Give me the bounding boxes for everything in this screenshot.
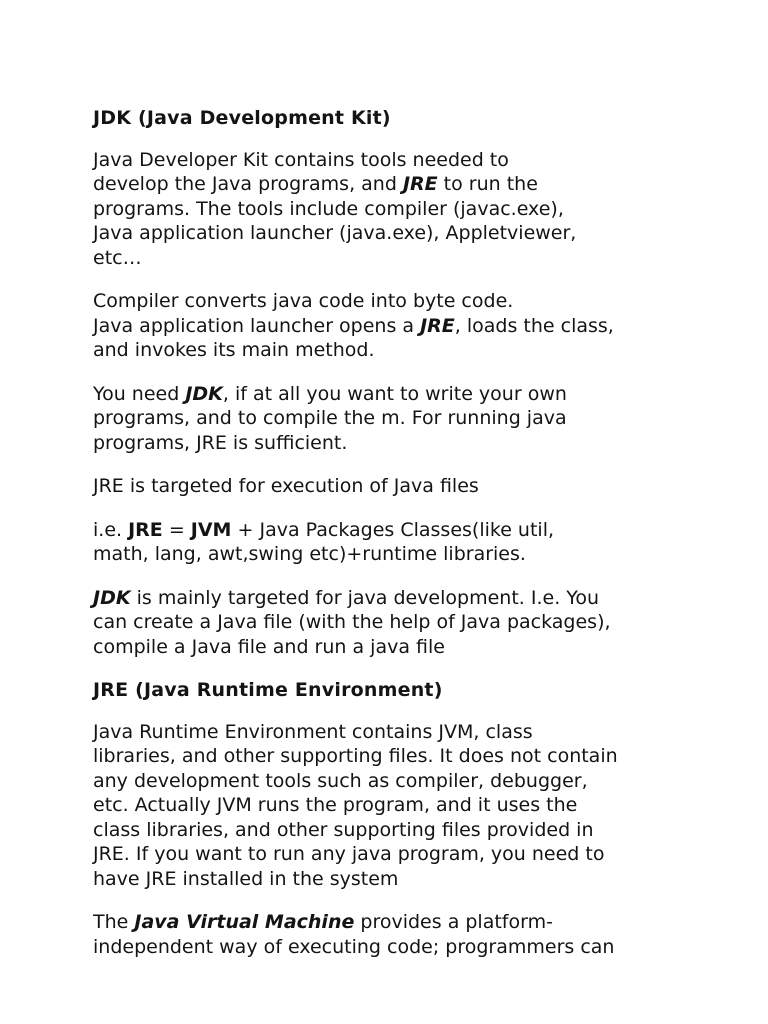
text-line: libraries, and other supporting files. It does not contain <box>93 745 618 767</box>
emphasis-jvm: JVM <box>190 518 232 541</box>
text-line: can create a Java file (with the help of Java packages), <box>93 611 611 633</box>
emphasis-jvm: Java Virtual Machine <box>134 911 355 933</box>
paragraph-jdk-target <box>93 586 683 660</box>
text-line: compile a Java file and run a java file <box>93 635 445 658</box>
paragraph-need-jdk <box>93 382 683 456</box>
text-line: Java application launcher (java.exe), Appletviewer, <box>93 222 577 244</box>
text-line: independent way of executing code; programmers can <box>93 935 615 958</box>
emphasis-jre: JRE <box>402 173 438 195</box>
emphasis-jdk: JDK <box>93 586 131 609</box>
text-line: develop the Java programs, and JRE to run the <box>93 173 538 195</box>
text-line: etc… <box>93 246 142 269</box>
paragraph-jdk-intro <box>93 148 683 271</box>
emphasis-jre: JRE <box>128 518 163 541</box>
heading-jdk: JDK (Java Development Kit) <box>93 107 391 129</box>
text-line: programs, JRE is sufficient. <box>93 431 348 454</box>
text-line: Compiler converts java code into byte code. <box>93 290 514 312</box>
document-page <box>93 106 683 978</box>
emphasis-jdk: JDK <box>185 382 223 405</box>
paragraph-compiler <box>93 289 683 363</box>
text-line: JRE. If you want to run any java program, you need to <box>93 843 605 865</box>
text-line: have JRE installed in the system <box>93 867 399 890</box>
paragraph-jvm <box>93 910 683 959</box>
text-line: programs, and to compile the m. For running java <box>93 407 567 429</box>
text-line: math, lang, awt,swing etc)+runtime libraries. <box>93 543 526 565</box>
text-line: The Java Virtual Machine provides a platform- <box>93 911 553 933</box>
text-line: programs. The tools include compiler (javac.exe), <box>93 197 564 220</box>
emphasis-jre: JRE <box>420 314 455 337</box>
text-line: i.e. JRE = JVM + Java Packages Classes(like util, <box>93 518 555 541</box>
text-line: etc. Actually JVM runs the program, and it uses the <box>93 794 578 816</box>
paragraph-jre-equation <box>93 518 683 567</box>
text-line: Java Runtime Environment contains JVM, class <box>93 720 533 743</box>
heading-jre: JRE (Java Runtime Environment) <box>93 679 443 701</box>
text-line: JRE is targeted for execution of Java files <box>93 475 479 497</box>
text-line: and invokes its main method. <box>93 339 375 361</box>
paragraph-jre-target <box>93 474 683 499</box>
text-line: class libraries, and other supporting files provided in <box>93 818 594 841</box>
text-line: any development tools such as compiler, debugger, <box>93 769 588 792</box>
text-line: JDK is mainly targeted for java development. I.e. You <box>93 586 600 609</box>
paragraph-jre-intro <box>93 720 683 892</box>
text-line: Java application launcher opens a JRE, loads the class, <box>93 314 614 337</box>
text-line: Java Developer Kit contains tools needed to <box>93 148 509 171</box>
text-line: You need JDK, if at all you want to write your own <box>93 382 567 405</box>
